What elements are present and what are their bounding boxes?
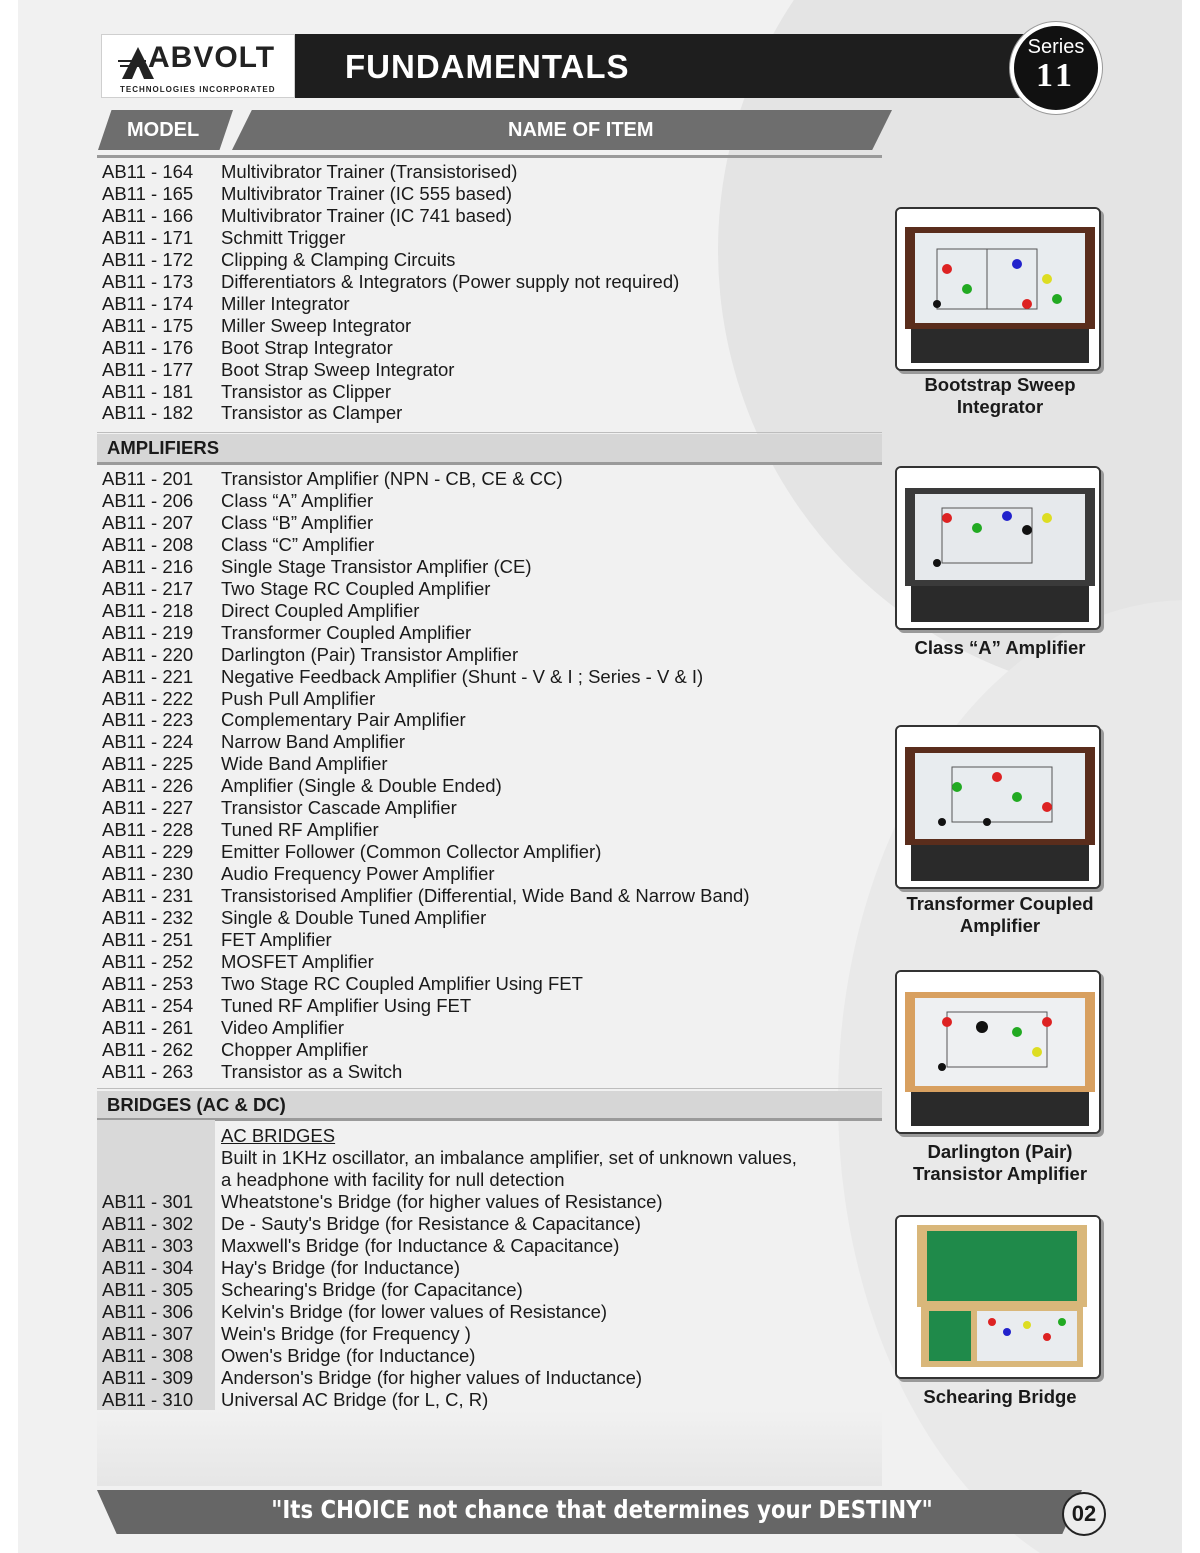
model-number: AB11 - 224 <box>102 731 194 753</box>
product-caption: Bootstrap Sweep Integrator <box>924 374 1076 417</box>
model-number: AB11 - 309 <box>102 1366 194 1388</box>
model-column-header: MODEL <box>127 119 200 141</box>
model-number: AB11 - 251 <box>102 928 194 950</box>
item-name: Maxwell's Bridge (for Inductance & Capacitance) <box>221 1234 620 1256</box>
model-number: AB11 - 165 <box>102 182 194 204</box>
model-number: AB11 - 307 <box>102 1322 194 1344</box>
model-number: AB11 - 217 <box>102 577 194 599</box>
model-number: AB11 - 231 <box>102 885 194 907</box>
divider <box>97 155 882 158</box>
item-name: Video Amplifier <box>221 1016 345 1038</box>
item-name: Boot Strap Sweep Integrator <box>221 358 455 380</box>
brand-logo <box>101 34 295 98</box>
model-number: AB11 - 171 <box>102 226 194 248</box>
brand-subtitle: TECHNOLOGIES INCORPORATED <box>120 85 276 94</box>
item-name: Anderson's Bridge (for higher values of Inductance) <box>221 1366 643 1388</box>
product-image-transformer-coupled-amplifier <box>895 725 1101 889</box>
model-number: AB11 - 221 <box>102 665 194 687</box>
model-number: AB11 - 230 <box>102 863 194 885</box>
item-name: Wein's Bridge (for Frequency ) <box>221 1322 471 1344</box>
model-number: AB11 - 177 <box>102 358 194 380</box>
item-name: Miller Sweep Integrator <box>221 314 412 336</box>
item-name: Emitter Follower (Common Collector Amplifier) <box>221 841 602 863</box>
model-number: AB11 - 225 <box>102 753 194 775</box>
item-name: Transistorised Amplifier (Differential, Wide Band & Narrow Band) <box>221 885 750 907</box>
item-name: MOSFET Amplifier <box>221 950 374 972</box>
model-number: AB11 - 219 <box>102 621 194 643</box>
item-name: Multivibrator Trainer (IC 555 based) <box>221 182 512 204</box>
model-number: AB11 - 229 <box>102 841 194 863</box>
model-number: AB11 - 252 <box>102 950 194 972</box>
product-image-schearing-bridge <box>895 1215 1101 1379</box>
product-image-darlington-pair-amplifier <box>895 970 1101 1134</box>
item-name: Multivibrator Trainer (IC 741 based) <box>221 204 512 226</box>
divider <box>97 1088 882 1089</box>
model-number: AB11 - 232 <box>102 907 194 928</box>
item-name: Class “A” Amplifier <box>221 489 374 511</box>
divider <box>97 432 882 433</box>
brand-name: ABVOLT <box>148 41 276 74</box>
model-number: AB11 - 304 <box>102 1256 194 1278</box>
item-name: Transistor as Clipper <box>221 380 391 402</box>
model-number: AB11 - 310 <box>102 1388 194 1410</box>
model-number: AB11 - 164 <box>102 161 194 182</box>
model-number: AB11 - 201 <box>102 468 194 489</box>
footer-quote: "Its CHOICE not chance that determines your DESTINY" <box>271 1495 933 1524</box>
item-name: Multivibrator Trainer (Transistorised) <box>221 161 518 182</box>
series-label: Series <box>1027 36 1085 58</box>
item-name: FET Amplifier <box>221 928 332 950</box>
product-image-bootstrap-sweep-integrator <box>895 207 1101 371</box>
product-caption: Class “A” Amplifier <box>914 637 1086 658</box>
model-number: AB11 - 253 <box>102 972 194 994</box>
section-heading-bridges: BRIDGES (AC & DC) <box>97 1091 882 1119</box>
model-number: AB11 - 220 <box>102 643 194 665</box>
divider <box>97 462 882 465</box>
model-number: AB11 - 262 <box>102 1038 194 1060</box>
model-number: AB11 - 182 <box>102 402 194 424</box>
item-name: Two Stage RC Coupled Amplifier <box>221 577 491 599</box>
item-name: Schmitt Trigger <box>221 226 346 248</box>
model-number: AB11 - 261 <box>102 1016 194 1038</box>
product-caption: Transformer Coupled Amplifier <box>906 893 1094 936</box>
trainer-board-icon <box>897 972 1101 1134</box>
item-name: Class “C” Amplifier <box>221 533 375 555</box>
item-name: De - Sauty's Bridge (for Resistance & Capacitance) <box>221 1212 641 1234</box>
series-number: 11 <box>1035 57 1077 94</box>
item-name: Tuned RF Amplifier Using FET <box>221 994 472 1016</box>
page-title: FUNDAMENTALS <box>345 48 630 85</box>
model-number: AB11 - 174 <box>102 292 194 314</box>
item-name: Transistor as a Switch <box>221 1060 403 1082</box>
trainer-board-icon <box>897 468 1101 630</box>
bridge-kit-icon <box>897 1217 1101 1379</box>
item-name: Wheatstone's Bridge (for higher values of Resistance) <box>221 1191 663 1212</box>
model-number: AB11 - 181 <box>102 380 194 402</box>
model-number: AB11 - 303 <box>102 1234 194 1256</box>
product-caption: Schearing Bridge <box>923 1386 1077 1407</box>
item-name: Kelvin's Bridge (for lower values of Resistance) <box>221 1300 608 1322</box>
model-number: AB11 - 254 <box>102 994 194 1016</box>
item-name: Hay's Bridge (for Inductance) <box>221 1256 461 1278</box>
model-number: AB11 - 301 <box>102 1191 194 1212</box>
item-name: Transformer Coupled Amplifier <box>221 621 472 643</box>
item-name: Direct Coupled Amplifier <box>221 599 420 621</box>
item-name: Boot Strap Integrator <box>221 336 393 358</box>
item-name: Clipping & Clamping Circuits <box>221 248 456 270</box>
item-name: Universal AC Bridge (for L, C, R) <box>221 1388 489 1410</box>
model-number: AB11 - 302 <box>102 1212 194 1234</box>
item-name: Negative Feedback Amplifier (Shunt - V & I ; Series - V & I) <box>221 665 704 687</box>
series-badge <box>1010 22 1102 114</box>
item-name: Audio Frequency Power Amplifier <box>221 863 495 885</box>
item-name: Push Pull Amplifier <box>221 687 376 709</box>
item-name: Darlington (Pair) Transistor Amplifier <box>221 643 519 665</box>
page-number: 02 <box>1062 1492 1106 1536</box>
product-caption: Darlington (Pair) Transistor Amplifier <box>912 1141 1088 1184</box>
name-column-header: NAME OF ITEM <box>508 119 654 141</box>
item-name: Complementary Pair Amplifier <box>221 709 466 731</box>
model-number: AB11 - 223 <box>102 709 194 731</box>
model-number: AB11 - 218 <box>102 599 194 621</box>
model-number: AB11 - 207 <box>102 511 194 533</box>
item-name: Miller Integrator <box>221 292 350 314</box>
model-number: AB11 - 175 <box>102 314 194 336</box>
item-name: Chopper Amplifier <box>221 1038 369 1060</box>
model-number: AB11 - 222 <box>102 687 194 709</box>
item-name: Schearing's Bridge (for Capacitance) <box>221 1278 523 1300</box>
item-name: Transistor as Clamper <box>221 402 403 424</box>
trainer-board-icon <box>897 209 1101 371</box>
model-number: AB11 - 166 <box>102 204 194 226</box>
item-name: Single Stage Transistor Amplifier (CE) <box>221 555 532 577</box>
model-number: AB11 - 172 <box>102 248 194 270</box>
model-number: AB11 - 226 <box>102 775 194 797</box>
model-number: AB11 - 228 <box>102 819 194 841</box>
model-number: AB11 - 305 <box>102 1278 194 1300</box>
item-name: Amplifier (Single & Double Ended) <box>221 775 502 797</box>
model-number: AB11 - 216 <box>102 555 194 577</box>
list-bottom-shade <box>97 1410 882 1486</box>
item-name: Differentiators & Integrators (Power supply not required) <box>221 270 680 292</box>
model-number: AB11 - 173 <box>102 270 194 292</box>
item-name: Tuned RF Amplifier <box>221 819 379 841</box>
item-name: Transistor Amplifier (NPN - CB, CE & CC) <box>221 468 563 489</box>
item-name: Transistor Cascade Amplifier <box>221 797 457 819</box>
item-name: Narrow Band Amplifier <box>221 731 406 753</box>
model-number: AB11 - 208 <box>102 533 194 555</box>
item-name: Wide Band Amplifier <box>221 753 388 775</box>
model-number: AB11 - 227 <box>102 797 194 819</box>
item-name: Class “B” Amplifier <box>221 511 374 533</box>
trainer-board-icon <box>897 727 1101 889</box>
model-number: AB11 - 308 <box>102 1344 194 1366</box>
section-heading-amplifiers: AMPLIFIERS <box>97 434 882 462</box>
model-number: AB11 - 306 <box>102 1300 194 1322</box>
item-name: Single & Double Tuned Amplifier <box>221 907 487 928</box>
model-number: AB11 - 206 <box>102 489 194 511</box>
model-number: AB11 - 176 <box>102 336 194 358</box>
product-image-class-a-amplifier <box>895 466 1101 630</box>
model-number: AB11 - 263 <box>102 1060 194 1082</box>
item-name: Two Stage RC Coupled Amplifier Using FET <box>221 972 583 994</box>
item-name: Owen's Bridge (for Inductance) <box>221 1344 476 1366</box>
